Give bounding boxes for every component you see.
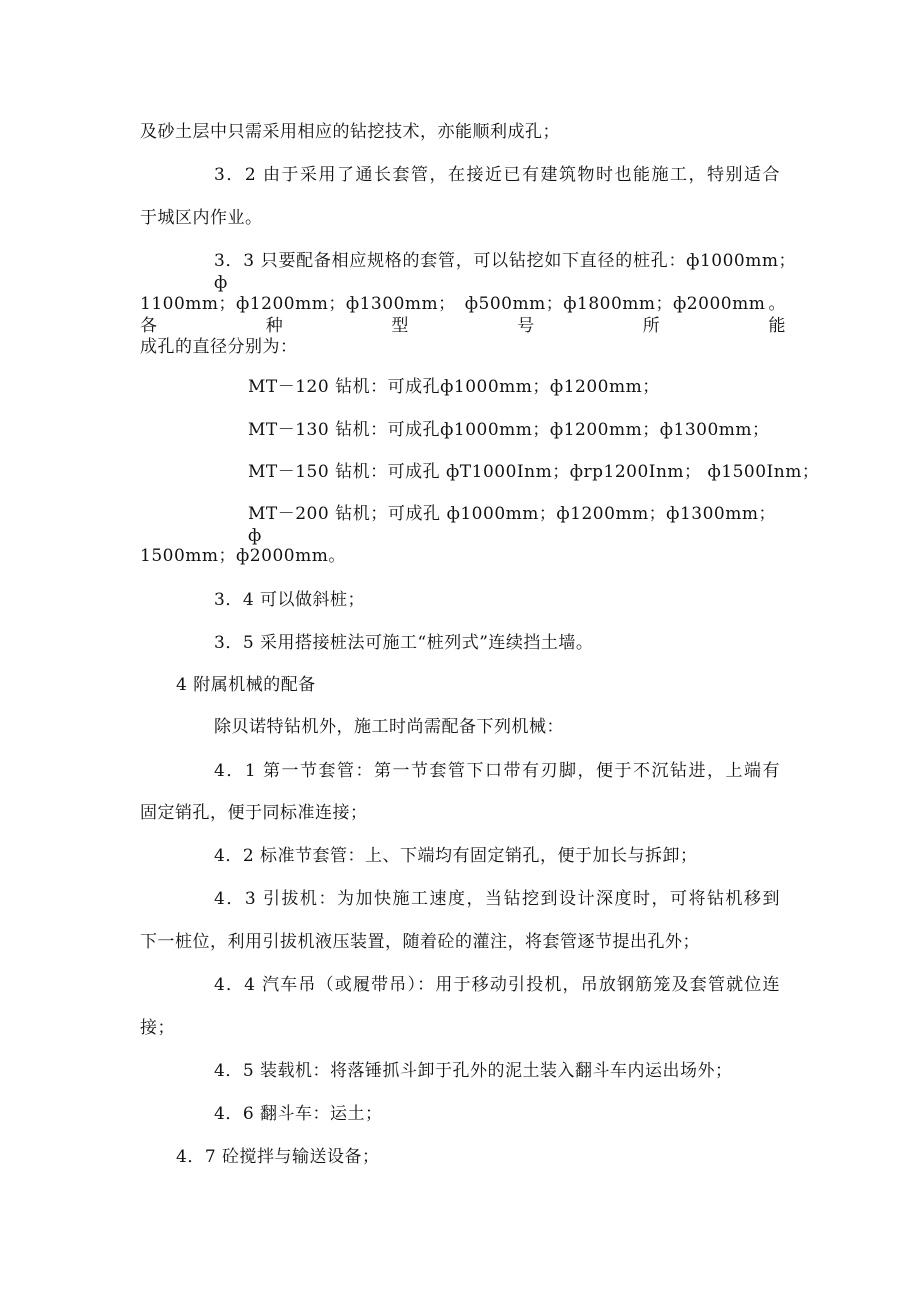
model-line-4: MT－200 钻机；可成孔 ф1000mm；ф1200mm；ф1300mm；ф: [248, 504, 776, 546]
model-line-1: MT－120 钻机：可成孔ф1000mm；ф1200mm；: [248, 377, 660, 397]
text-line-5: 1100mm；ф1200mm；ф1300mm； ф500mm；ф1800mm；ф2000mm。各种型号所能: [140, 294, 786, 336]
text-line-25: 4．7 砼搅拌与输送设备；: [176, 1147, 380, 1167]
text-line-24: 4．6 翻斗车：运土；: [214, 1104, 383, 1124]
text-line-15: 除贝诺特钻机外，施工时尚需配备下列机械：: [214, 717, 564, 737]
text-line-3: 于城区内作业。: [140, 208, 263, 228]
section-heading: 4 附属机械的配备: [176, 675, 316, 695]
model-line-2: MT－130 钻机：可成孔ф1000mm；ф1200mm；ф1300mm；: [248, 420, 770, 440]
model-line-3: MT－150 钻机：可成孔 фT1000Inm；фrp1200Inm； ф1500Inm；: [248, 462, 820, 482]
text-line-16: 4．1 第一节套管：第一节套管下口带有刃脚，便于不沉钻进，上端有: [214, 761, 780, 781]
text-line-2: 3．2 由于采用了通长套管，在接近已有建筑物时也能施工，特别适合: [214, 165, 780, 185]
text-line-23: 4．5 装载机：将落锤抓斗卸于孔外的泥土装入翻斗车内运出场外；: [214, 1061, 733, 1081]
text-line-21: 4．4 汽车吊（或履带吊）：用于移动引投机，吊放钢筋笼及套管就位连: [214, 975, 780, 995]
text-line-1: 及砂土层中只需采用相应的钻挖技术，亦能顺利成孔；: [140, 122, 560, 142]
text-line-12: 3．4 可以做斜桩；: [214, 590, 366, 610]
text-line-13: 3．5 采用搭接桩法可施工“桩列式”连续挡土墙。: [214, 633, 594, 653]
text-line-17: 固定销孔，便于同标准连接；: [140, 803, 368, 823]
text-line-20: 下一桩位，利用引拔机液压装置，随着砼的灌注，将套管逐节提出孔外；: [140, 932, 700, 952]
text-line-18: 4．2 标准节套管：上、下端均有固定销孔，便于加长与拆卸；: [214, 846, 698, 866]
text-line-19: 4．3 引拔机：为加快施工速度，当钻挖到设计深度时，可将钻机移到: [214, 889, 780, 909]
text-line-11: 1500mm；ф2000mm。: [140, 546, 346, 566]
text-line-6: 成孔的直径分别为：: [140, 337, 298, 357]
text-line-22: 接；: [140, 1018, 175, 1038]
text-line-4: 3．3 只要配备相应规格的套管，可以钻挖如下直径的桩孔：ф1000mm；ф: [214, 251, 796, 293]
